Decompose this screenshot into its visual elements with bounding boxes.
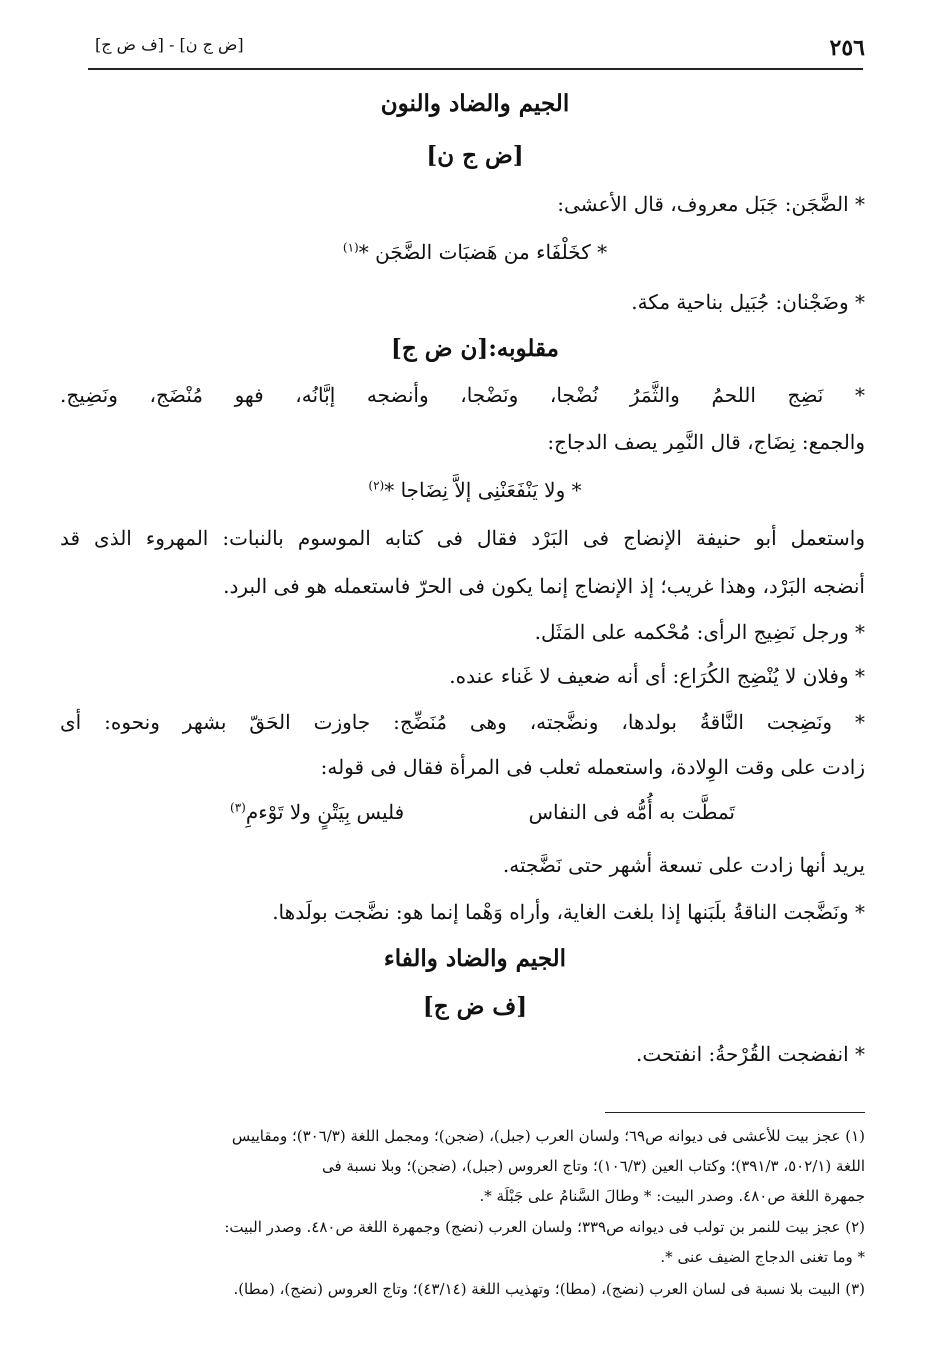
- subheading-root: [ن ض ج]: [390, 335, 489, 362]
- poem-first-hemistich: تَمطَّت به أُمُّه فى النفاس: [528, 800, 735, 824]
- entry-line: أنضجه البَرْد، وهذا غريب؛ إذ الإنضاج إنما يكون فى الحرّ فاستعمله هو فى البرد.: [223, 574, 865, 598]
- entry-line: * ونَضَّجت الناقةُ بلَبَنها إذا بلغت الغاية، وأراه وَهْما إنما هو: نضَّجت بولَدها.: [272, 900, 865, 924]
- entry-line: والجمع: نِضَاج، قال النَّمِر يصف الدجاج:: [547, 430, 865, 454]
- entry-line: واستعمل أبو حنيفة الإنضاج فى البَرْد فقال فى كتابه الموسوم بالنبات: المهروء الذى قد: [60, 526, 865, 550]
- entry-line: * نَضِج اللحمُ والثَّمَرُ نُضْجا، ونَضْجا، وأنضجه إبَّانُه، فهو مُنْضَج، ونَضِيج.: [60, 383, 865, 407]
- entry-line: * ورجل نَضِيج الرأى: مُحْكمه على المَثَل.: [534, 620, 865, 644]
- section-title-jim-dad-nun: الجيم والضاد والنون: [380, 90, 570, 117]
- poem-second-hemistich-wrap: [230, 800, 404, 824]
- poem-second-hemistich: فليس بِيَتْنٍ ولا تَوْءمِ: [245, 800, 405, 824]
- entry-line: يريد أنها زادت على تسعة أشهر حتى نَضَّجته.: [502, 853, 865, 877]
- entry-line: * انفضجت القُرْحةُ: انفتحت.: [635, 1042, 865, 1066]
- verse-line: [80, 240, 870, 264]
- footnote-line: * وما تغنى الدجاج الضيف عنى *.: [660, 1248, 865, 1266]
- verse-text: * كخَلْفَاء من هَضبَات الضَّجَن *: [358, 240, 608, 264]
- section-title-jim-dad-fa: الجيم والضاد والفاء: [383, 945, 567, 972]
- verse-text: * ولا يَنْفَعَنْنِى إلاَّ نِضَاجا *: [384, 478, 582, 502]
- header-rule: [88, 68, 863, 70]
- running-header-roots: [ض ج ن] - [ف ض ج]: [95, 35, 244, 54]
- root-heading-fa-dad-jim: [ف ض ج]: [422, 993, 528, 1020]
- footnote-line: (١) عجز بيت للأعشى فى ديوانه ص٦٩؛ ولسان العرب (جبل)، (ضجن)؛ ومجمل اللغة (٣٠٦/٣)؛ ومقاييس: [231, 1127, 865, 1145]
- footnote-line: اللغة (٥٠٢/١، ٣٩١/٣)؛ وكتاب العين (١٠٦/٣)؛ وتاج العروس (جبل)، (ضجن)؛ وبلا نسبة فى: [321, 1157, 865, 1175]
- subheading-label: مقلوبه:: [488, 335, 559, 362]
- page-number: ٢٥٦: [829, 35, 865, 61]
- footnote-marker: (١): [342, 240, 359, 255]
- verse-line: [80, 478, 870, 502]
- footnote-rule: [605, 1112, 865, 1113]
- entry-line: زادت على وقت الوِلادة، واستعمله ثعلب فى المرأة فقال فى قوله:: [320, 755, 865, 779]
- footnote-line: (٢) عجز بيت للنمر بن تولب فى ديوانه ص٣٣٩؛ ولسان العرب (نضج) وجمهرة اللغة ص٤٨٠. وصدر البيت:: [224, 1218, 865, 1236]
- entry-line: * وضَجْنان: جُبَيل بناحية مكة.: [631, 290, 865, 314]
- entry-line: * ونَضِجت النَّاقةُ بولدها، ونضَّجته، وهى مُنَضِّج: جاوزت الحَقّ بشهر ونحوه: أى: [60, 710, 865, 734]
- entry-line: * الضَّجَن: جَبَل معروف، قال الأعشى:: [557, 192, 865, 216]
- entry-line: * وفلان لا يُنْضِج الكُرَاع: أى أنه ضعيف لا غَناء عنده.: [449, 664, 865, 688]
- root-heading-dad-jim-nun: [ض ج ن]: [426, 142, 524, 169]
- subheading-inverted: [80, 335, 870, 362]
- footnote-line: جمهرة اللغة ص٤٨٠. وصدر البيت: * وطالَ السَّنامُ على جَبْلَة *.: [479, 1187, 865, 1205]
- footnote-line: (٣) البيت بلا نسبة فى لسان العرب (نضج)، (مطا)؛ وتهذيب اللغة (٤٣/١٤)؛ وتاج العروس (نضج)، (مطا).: [233, 1280, 865, 1298]
- footnote-marker: (٢): [368, 478, 385, 493]
- footnote-marker: (٣): [230, 800, 246, 815]
